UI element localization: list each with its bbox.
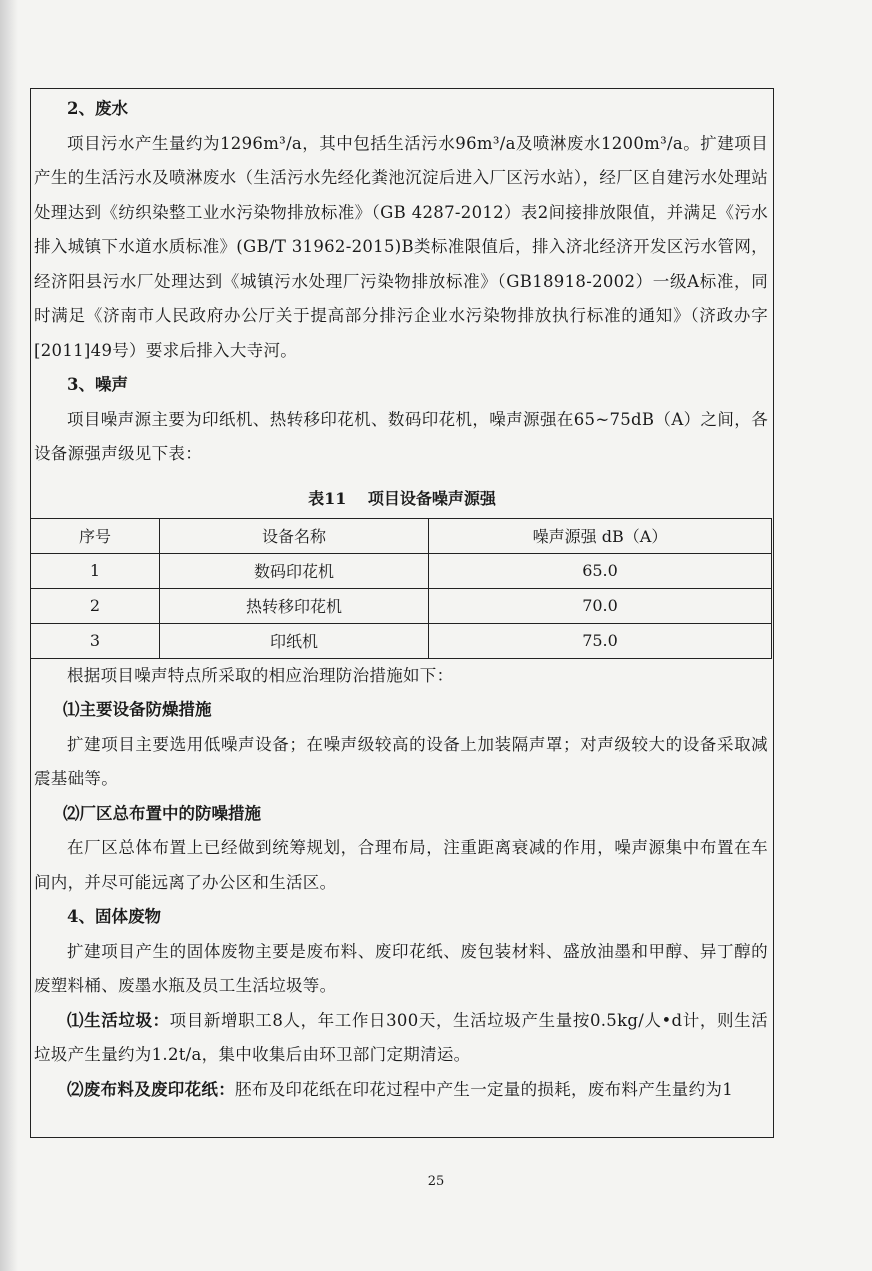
page-number: 25: [427, 1174, 445, 1189]
table-header-row: [31, 518, 772, 553]
measure2-text: 在厂区总体布置上已经做到统筹规划，合理布局，注重距离衰减的作用，噪声源集中布置在车间内，并尽可能远离了办公区和生活区。: [34, 838, 768, 892]
cell-index: 2: [31, 588, 160, 623]
solid-item1-title: ⑴生活垃圾：: [67, 1010, 170, 1030]
table-caption: 表11 项目设备噪声源强: [308, 488, 496, 508]
table-row: [31, 553, 772, 588]
noise-table: [30, 518, 772, 659]
cell-noise-level: 70.0: [429, 588, 772, 623]
solid-item1: [30, 1004, 774, 1073]
table-row: [31, 588, 772, 623]
solid-waste-paragraph: 扩建项目产生的固体废物主要是废布料、废印花纸、废包装材料、盛放油墨和甲醇、异丁醇的废塑料桶、废墨水瓶及员工生活垃圾等。: [34, 941, 768, 995]
cell-noise-level: 75.0: [429, 623, 772, 658]
cell-index: 1: [31, 553, 160, 588]
header-noise-level: 噪声源强 dB（A）: [429, 518, 772, 553]
heading-solid-waste: 4、固体废物: [67, 907, 161, 926]
measure1-title: ⑴主要设备防燥措施: [63, 700, 212, 719]
cell-equipment: 热转移印花机: [160, 588, 429, 623]
noise-paragraph: 项目噪声源主要为印纸机、热转移印花机、数码印花机，噪声源强在65~75dB（A）之间，各设备源强声级见下表：: [34, 409, 768, 463]
cell-equipment: 印纸机: [160, 623, 429, 658]
measures-intro: 根据项目噪声特点所采取的相应治理防治措施如下：: [67, 665, 454, 685]
measure1-text: 扩建项目主要选用低噪声设备；在噪声级较高的设备上加装隔声罩；对声级较大的设备采取减震基础等。: [34, 734, 768, 788]
table-row: [31, 623, 772, 658]
solid-item1-text: 项目新增职工8人，年工作日300天，生活垃圾产生量按0.5kg/人•d计，则生活垃圾产生量约为1.2t/a，集中收集后由环卫部门定期清运。: [34, 1010, 768, 1064]
cell-equipment: 数码印花机: [160, 553, 429, 588]
header-equipment: 设备名称: [160, 518, 429, 553]
cell-index: 3: [31, 623, 160, 658]
measure2-title: ⑵厂区总布置中的防噪措施: [63, 803, 261, 823]
solid-item2-title: ⑵废布料及废印花纸：: [67, 1079, 235, 1099]
cell-noise-level: 65.0: [429, 553, 772, 588]
solid-item2: [30, 1073, 774, 1108]
page-content: [30, 92, 774, 1107]
heading-wastewater: 2、废水: [67, 99, 128, 118]
scan-edge-shadow: [0, 0, 18, 1271]
solid-item2-text: 胚布及印花纸在印花过程中产生一定量的损耗，废布料产生量约为1: [235, 1079, 733, 1099]
header-index: 序号: [31, 518, 160, 553]
heading-noise: 3、噪声: [67, 375, 128, 394]
wastewater-paragraph: 项目污水产生量约为1296m³/a，其中包括生活污水96m³/a及喷淋废水1200m³/a。扩建项目产生的生活污水及喷淋废水（生活污水先经化粪池沉淀后进入厂区污水站），经厂区自建污水处理站处理达到《纺织染整工业水污染物排放标准》（GB 4287-2012）表2间接排放限值，并满足《污水排入城镇下水道水质标准》(GB/T 31962-2015)B类标准限值后，排入济北经济开发区污水管网，经济阳县污水厂处理达到《城镇污水处理厂污染物排放标准》（GB18918-2002）一级A标准，同时满足《济南市人民政府办公厅关于提高部分排污企业水污染物排放执行标准的通知》（济政办字[2011]49号）要求后排入大寺河。: [34, 133, 768, 360]
